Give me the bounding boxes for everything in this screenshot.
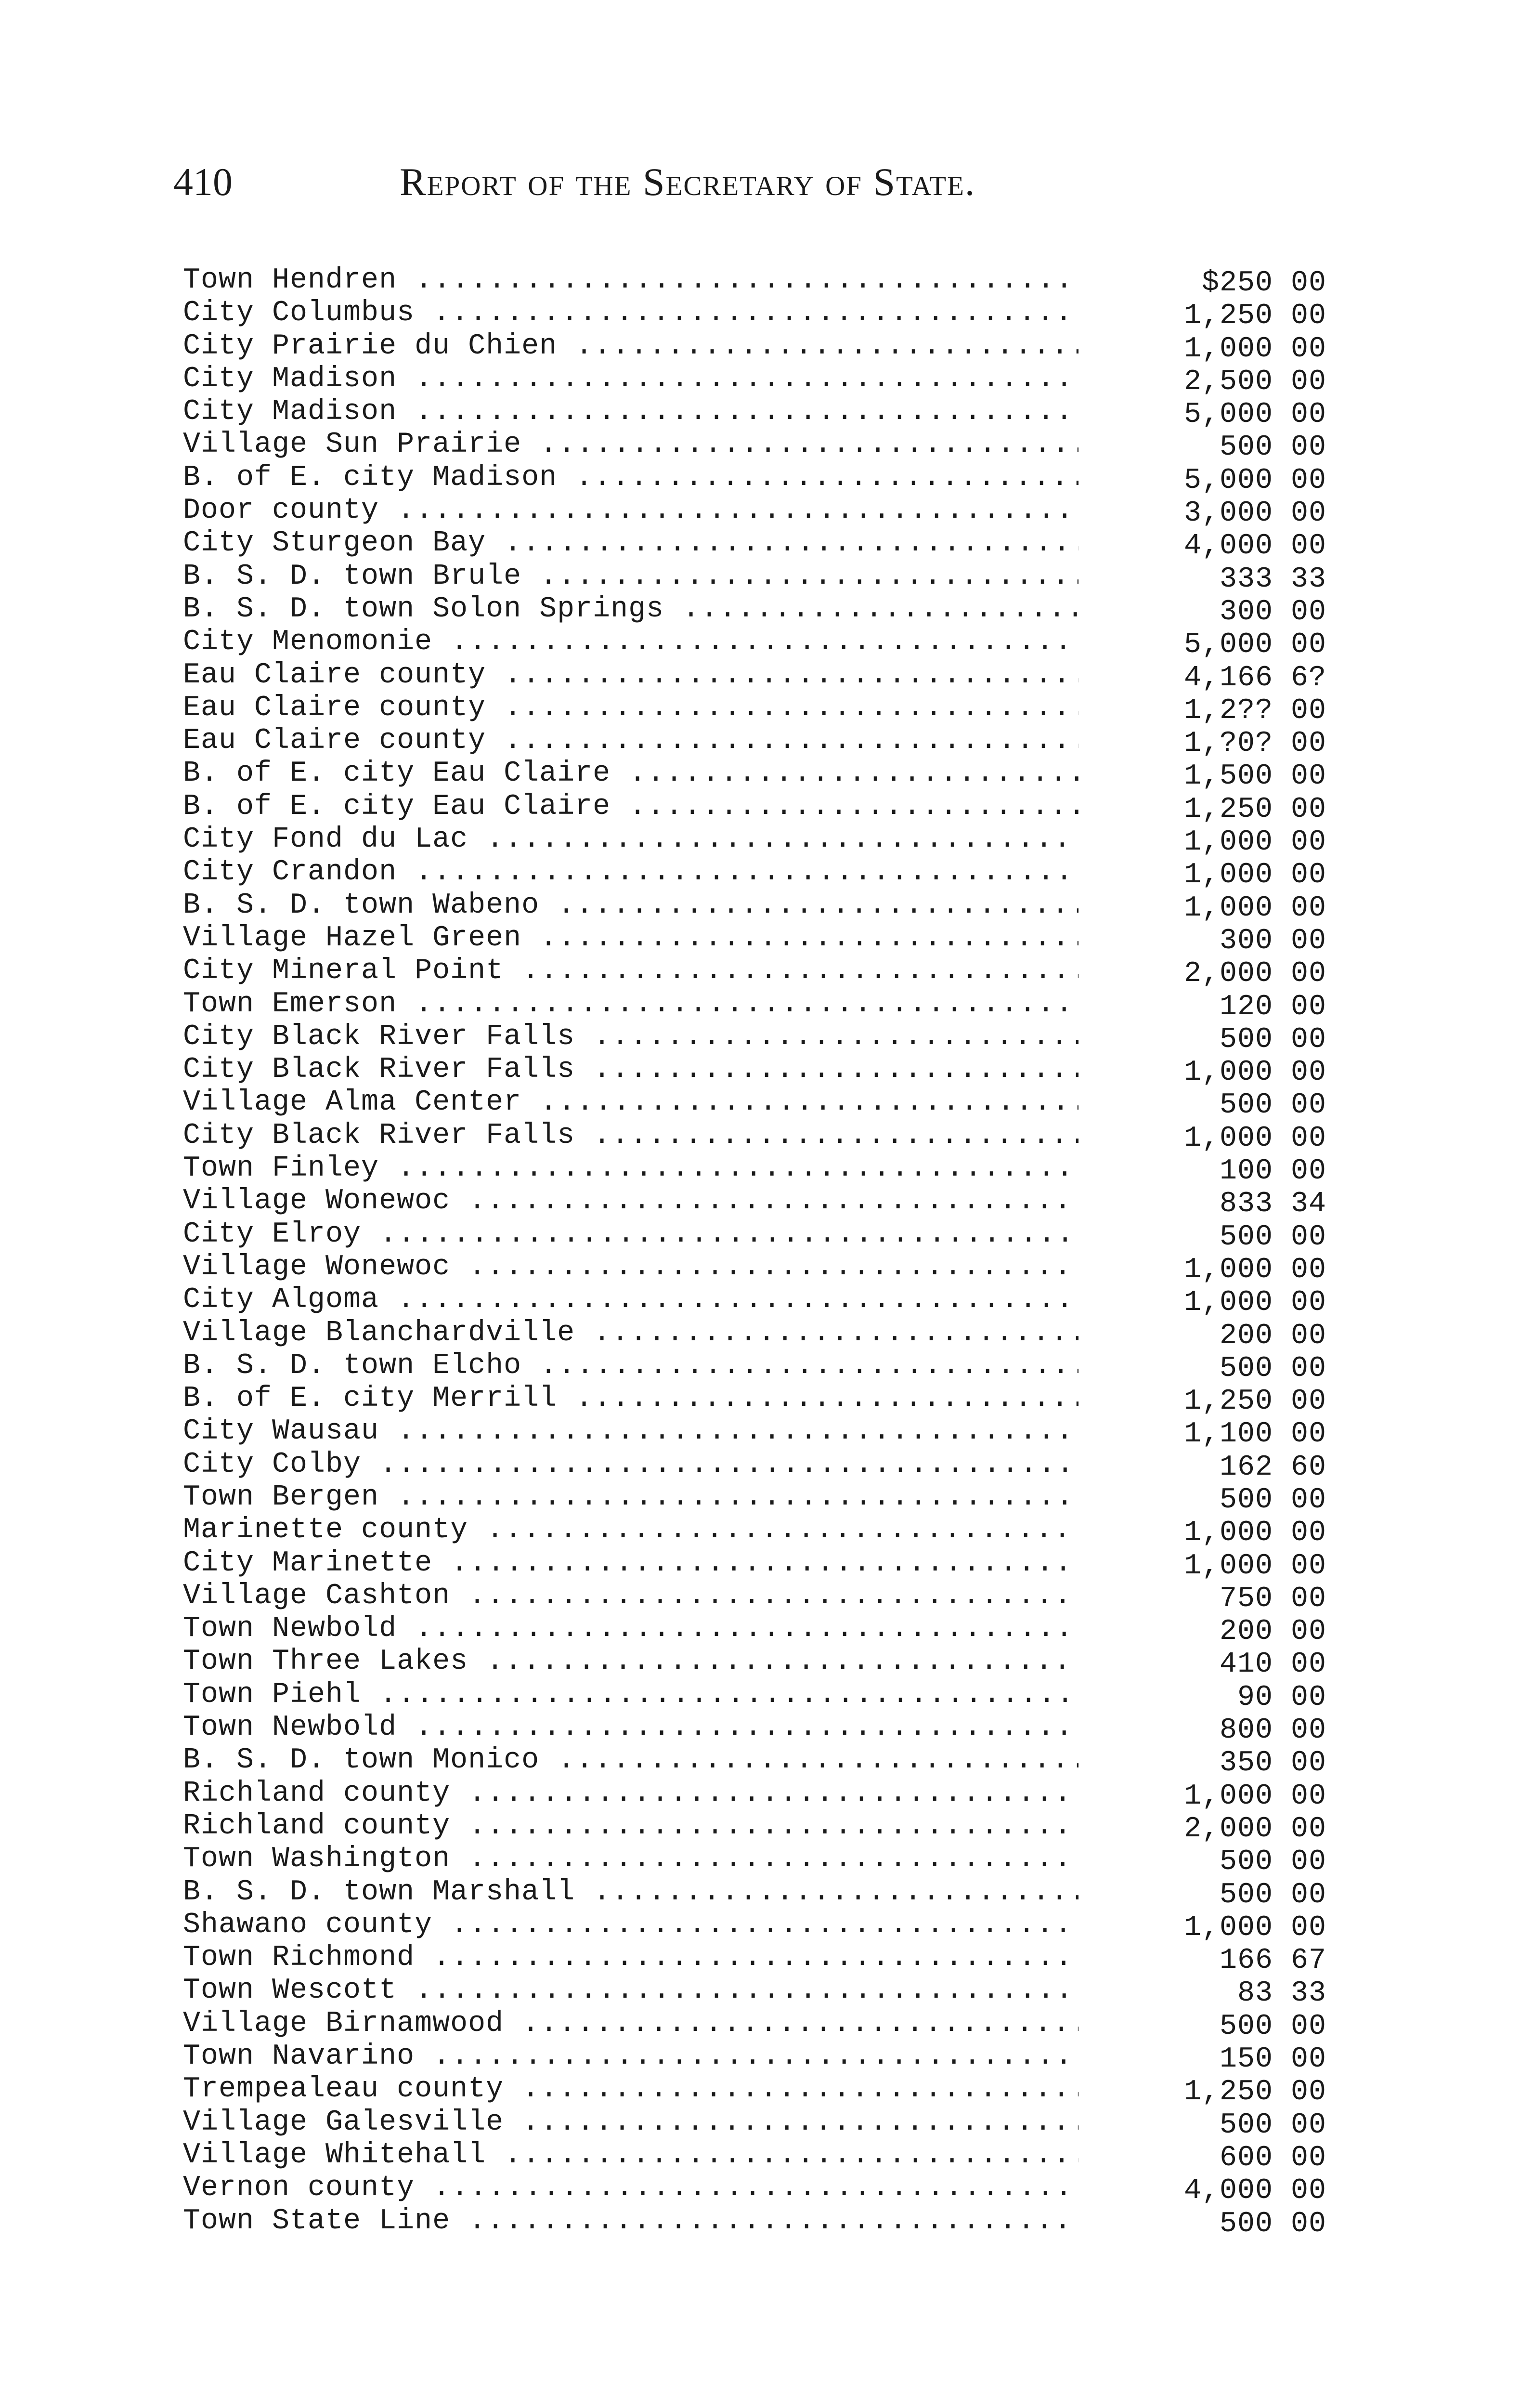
entry-amount: 1,000 00 — [1183, 826, 1326, 859]
entry-name: City Menomonie ..... — [183, 626, 1078, 658]
entry-amount: 2,000 00 — [1183, 957, 1326, 991]
list-item — [183, 790, 1338, 826]
entry-amount: 1,000 00 — [1183, 1911, 1326, 1944]
list-item — [183, 1546, 1338, 1583]
list-item — [183, 659, 1338, 692]
list-item — [183, 1744, 1338, 1780]
page-number: 410 — [173, 160, 233, 204]
entry-amount: 833 34 — [1219, 1188, 1326, 1221]
list-item — [183, 1185, 1338, 1221]
entry-name: Shawano county ..... — [183, 1909, 1078, 1941]
entry-name: Village Galesville ..... — [183, 2106, 1078, 2139]
list-item — [183, 1678, 1338, 1714]
entry-amount: 1,000 00 — [1183, 1056, 1326, 1089]
list-item — [183, 1316, 1338, 1352]
entry-amount: 500 00 — [1219, 2108, 1326, 2142]
list-item — [183, 1908, 1338, 1944]
entry-amount: 500 00 — [1219, 1845, 1326, 1879]
list-item — [183, 757, 1338, 793]
entry-name: City Mineral Point ..... — [183, 955, 1078, 987]
entries-list — [183, 264, 1338, 2238]
list-item — [183, 1579, 1338, 1615]
entry-name: Town Hendren ..... — [183, 264, 1078, 297]
list-item — [183, 395, 1338, 432]
running-title: Report of the Secretary of State. — [400, 160, 976, 204]
entry-name: Village Wonewoc ..... — [183, 1251, 1078, 1283]
list-item — [183, 2172, 1338, 2208]
entry-amount: 500 00 — [1219, 1878, 1326, 1911]
entry-name: City Crandon ..... — [183, 856, 1078, 889]
entry-amount: 1,2?? 00 — [1183, 694, 1326, 727]
entry-amount: 200 00 — [1219, 1319, 1326, 1352]
entry-amount: 150 00 — [1219, 2043, 1326, 2076]
list-item — [183, 1480, 1338, 1517]
list-item — [183, 2040, 1338, 2076]
entry-name: Town State Line ..... — [183, 2205, 1078, 2238]
list-item — [183, 593, 1338, 626]
entry-amount: 1,000 00 — [1183, 1549, 1326, 1583]
entry-name: Richland county ..... — [183, 1810, 1078, 1843]
entry-amount: 500 00 — [1219, 2010, 1326, 2043]
entry-amount: 2,000 00 — [1183, 1812, 1326, 1845]
entry-name: Village Whitehall ..... — [183, 2139, 1078, 2172]
entry-amount: 350 00 — [1219, 1747, 1326, 1780]
list-item — [183, 988, 1338, 1021]
entry-amount: 800 00 — [1219, 1714, 1326, 1747]
entry-name: City Algoma ..... — [183, 1283, 1078, 1316]
entry-name: Town Richmond ..... — [183, 1941, 1078, 1974]
entry-name: B. S. D. town Elcho ..... — [183, 1349, 1078, 1382]
list-item — [183, 329, 1338, 366]
entry-name: B. of E. city Merrill ..... — [183, 1382, 1078, 1415]
entry-amount: 162 60 — [1219, 1451, 1326, 1484]
entry-name: B. S. D. town Marshall ..... — [183, 1876, 1078, 1909]
entry-name: Town Wescott ..... — [183, 1974, 1078, 2007]
list-item — [183, 691, 1338, 727]
entry-name: Village Alma Center ..... — [183, 1086, 1078, 1119]
list-item — [183, 1711, 1338, 1747]
list-item — [183, 527, 1338, 563]
entry-amount: 333 33 — [1219, 563, 1326, 596]
list-item — [183, 1645, 1338, 1681]
entry-name: Town Newbold ..... — [183, 1711, 1078, 1744]
entry-amount: 600 00 — [1219, 2141, 1326, 2174]
list-item — [183, 1876, 1338, 1909]
entry-amount: 2,500 00 — [1183, 365, 1326, 398]
list-item — [183, 560, 1338, 596]
list-item — [183, 1217, 1338, 1254]
entry-amount: 500 00 — [1219, 1089, 1326, 1122]
list-item — [183, 823, 1338, 859]
entry-amount: 1,000 00 — [1183, 1286, 1326, 1320]
list-item — [183, 264, 1338, 300]
list-item — [183, 1349, 1338, 1385]
entry-amount: 120 00 — [1219, 990, 1326, 1023]
entry-name: City Black River Falls ..... — [183, 1119, 1078, 1152]
entry-name: Eau Claire county ..... — [183, 692, 1078, 724]
entry-amount: 4,000 00 — [1183, 530, 1326, 563]
entry-amount: 90 00 — [1237, 1681, 1326, 1714]
entry-name: Eau Claire county ..... — [183, 724, 1078, 757]
list-item — [183, 1843, 1338, 1879]
entry-amount: 4,000 00 — [1183, 2174, 1326, 2208]
entry-amount: 1,000 00 — [1183, 332, 1326, 366]
list-item — [183, 1382, 1338, 1418]
list-item — [183, 428, 1338, 464]
entry-name: City Columbus ..... — [183, 297, 1078, 329]
entry-name: City Prairie du Chien ..... — [183, 330, 1078, 363]
entry-name: B. S. D. town Solon Springs ..... — [183, 593, 1078, 626]
entry-name: Village Cashton ..... — [183, 1580, 1078, 1612]
entry-amount: 1,?0? 00 — [1183, 727, 1326, 760]
list-item — [183, 297, 1338, 333]
entry-amount: 4,166 6? — [1183, 661, 1326, 694]
entry-name: Marinette county ..... — [183, 1514, 1078, 1546]
list-item — [183, 1941, 1338, 1977]
entry-name: Town Bergen ..... — [183, 1481, 1078, 1514]
entry-amount: 3,000 00 — [1183, 497, 1326, 530]
list-item — [183, 1810, 1338, 1843]
entry-amount: 500 00 — [1219, 1352, 1326, 1385]
entry-name: City Sturgeon Bay ..... — [183, 527, 1078, 560]
entry-amount: 300 00 — [1219, 595, 1326, 628]
entry-amount: 1,100 00 — [1183, 1418, 1326, 1451]
list-item — [183, 2106, 1338, 2142]
entry-amount: 500 00 — [1219, 1220, 1326, 1254]
entry-name: Eau Claire county ..... — [183, 659, 1078, 692]
list-item — [183, 461, 1338, 497]
entry-name: Town Navarino ..... — [183, 2040, 1078, 2073]
entry-amount: 1,000 00 — [1183, 859, 1326, 892]
entry-name: City Elroy ..... — [183, 1218, 1078, 1251]
entry-name: Trempealeau county ..... — [183, 2073, 1078, 2106]
entry-name: Village Hazel Green ..... — [183, 922, 1078, 955]
entry-amount: 200 00 — [1219, 1615, 1326, 1649]
entry-name: Town Washington ..... — [183, 1843, 1078, 1875]
list-item — [183, 922, 1338, 955]
entry-name: Village Wonewoc ..... — [183, 1185, 1078, 1217]
list-item — [183, 1053, 1338, 1089]
entry-name: Village Sun Prairie ..... — [183, 428, 1078, 461]
entry-amount: 5,000 00 — [1183, 628, 1326, 662]
list-item — [183, 1448, 1338, 1484]
list-item — [183, 724, 1338, 760]
entry-name: Town Finley ..... — [183, 1152, 1078, 1185]
entry-name: B. S. D. town Wabeno ..... — [183, 889, 1078, 922]
list-item — [183, 1415, 1338, 1451]
list-item — [183, 1086, 1338, 1122]
entry-name: City Madison ..... — [183, 363, 1078, 395]
entry-name: City Wausau ..... — [183, 1415, 1078, 1448]
list-item — [183, 626, 1338, 662]
entry-amount: 1,250 00 — [1183, 1385, 1326, 1418]
list-item — [183, 1020, 1338, 1056]
entry-name: City Black River Falls ..... — [183, 1021, 1078, 1053]
entry-name: B. S. D. town Brule ..... — [183, 560, 1078, 593]
entry-name: Richland county ..... — [183, 1777, 1078, 1810]
entry-amount: 1,250 00 — [1183, 793, 1326, 826]
list-item — [183, 1250, 1338, 1286]
entry-amount: $250 00 — [1201, 267, 1326, 300]
entry-name: Town Emerson ..... — [183, 988, 1078, 1021]
entry-amount: 750 00 — [1219, 1582, 1326, 1615]
entry-name: Village Birnamwood ..... — [183, 2007, 1078, 2040]
list-item — [183, 1612, 1338, 1649]
entry-name: Town Piehl ..... — [183, 1678, 1078, 1711]
list-item — [183, 2073, 1338, 2109]
list-item — [183, 856, 1338, 892]
list-item — [183, 1283, 1338, 1320]
entry-name: City Black River Falls ..... — [183, 1053, 1078, 1086]
entry-name: City Colby ..... — [183, 1448, 1078, 1481]
list-item — [183, 362, 1338, 398]
entry-amount: 1,250 00 — [1183, 300, 1326, 333]
entry-name: City Madison ..... — [183, 395, 1078, 428]
entry-name: City Fond du Lac ..... — [183, 823, 1078, 856]
entry-amount: 5,000 00 — [1183, 398, 1326, 432]
entry-amount: 1,250 00 — [1183, 2076, 1326, 2109]
entry-name: City Marinette ..... — [183, 1547, 1078, 1580]
entry-amount: 5,000 00 — [1183, 464, 1326, 497]
entry-amount: 1,000 00 — [1183, 1253, 1326, 1286]
entry-name: Village Blanchardville ..... — [183, 1317, 1078, 1349]
list-item — [183, 2139, 1338, 2172]
page-header — [169, 153, 1083, 211]
list-item — [183, 889, 1338, 925]
entry-amount: 1,000 00 — [1183, 1517, 1326, 1550]
entry-amount: 166 67 — [1219, 1944, 1326, 1977]
entry-name: Door county ..... — [183, 494, 1078, 527]
entry-amount: 83 33 — [1237, 1977, 1326, 2010]
list-item — [183, 1974, 1338, 2010]
entry-amount: 500 00 — [1219, 1023, 1326, 1056]
entry-name: Town Newbold ..... — [183, 1612, 1078, 1645]
entry-amount: 300 00 — [1219, 924, 1326, 957]
list-item — [183, 1514, 1338, 1550]
entry-amount: 1,000 00 — [1183, 891, 1326, 925]
list-item — [183, 2205, 1338, 2238]
entry-name: Vernon county ..... — [183, 2172, 1078, 2204]
list-item — [183, 494, 1338, 530]
entry-amount: 1,500 00 — [1183, 760, 1326, 793]
entry-amount: 410 00 — [1219, 1648, 1326, 1681]
entry-name: B. of E. city Eau Claire ..... — [183, 757, 1078, 790]
list-item — [183, 1777, 1338, 1813]
list-item — [183, 1119, 1338, 1155]
entry-amount: 500 00 — [1219, 431, 1326, 464]
entry-name: B. of E. city Madison ..... — [183, 461, 1078, 494]
entry-amount: 500 00 — [1219, 2207, 1326, 2240]
entry-name: Town Three Lakes ..... — [183, 1645, 1078, 1678]
list-item — [183, 955, 1338, 991]
list-item — [183, 2007, 1338, 2043]
entry-name: B. S. D. town Monico ..... — [183, 1744, 1078, 1777]
entry-amount: 1,000 00 — [1183, 1122, 1326, 1155]
entry-amount: 100 00 — [1219, 1155, 1326, 1188]
entry-amount: 1,000 00 — [1183, 1780, 1326, 1813]
entry-amount: 500 00 — [1219, 1483, 1326, 1517]
entry-name: B. of E. city Eau Claire ..... — [183, 790, 1078, 823]
list-item — [183, 1152, 1338, 1188]
